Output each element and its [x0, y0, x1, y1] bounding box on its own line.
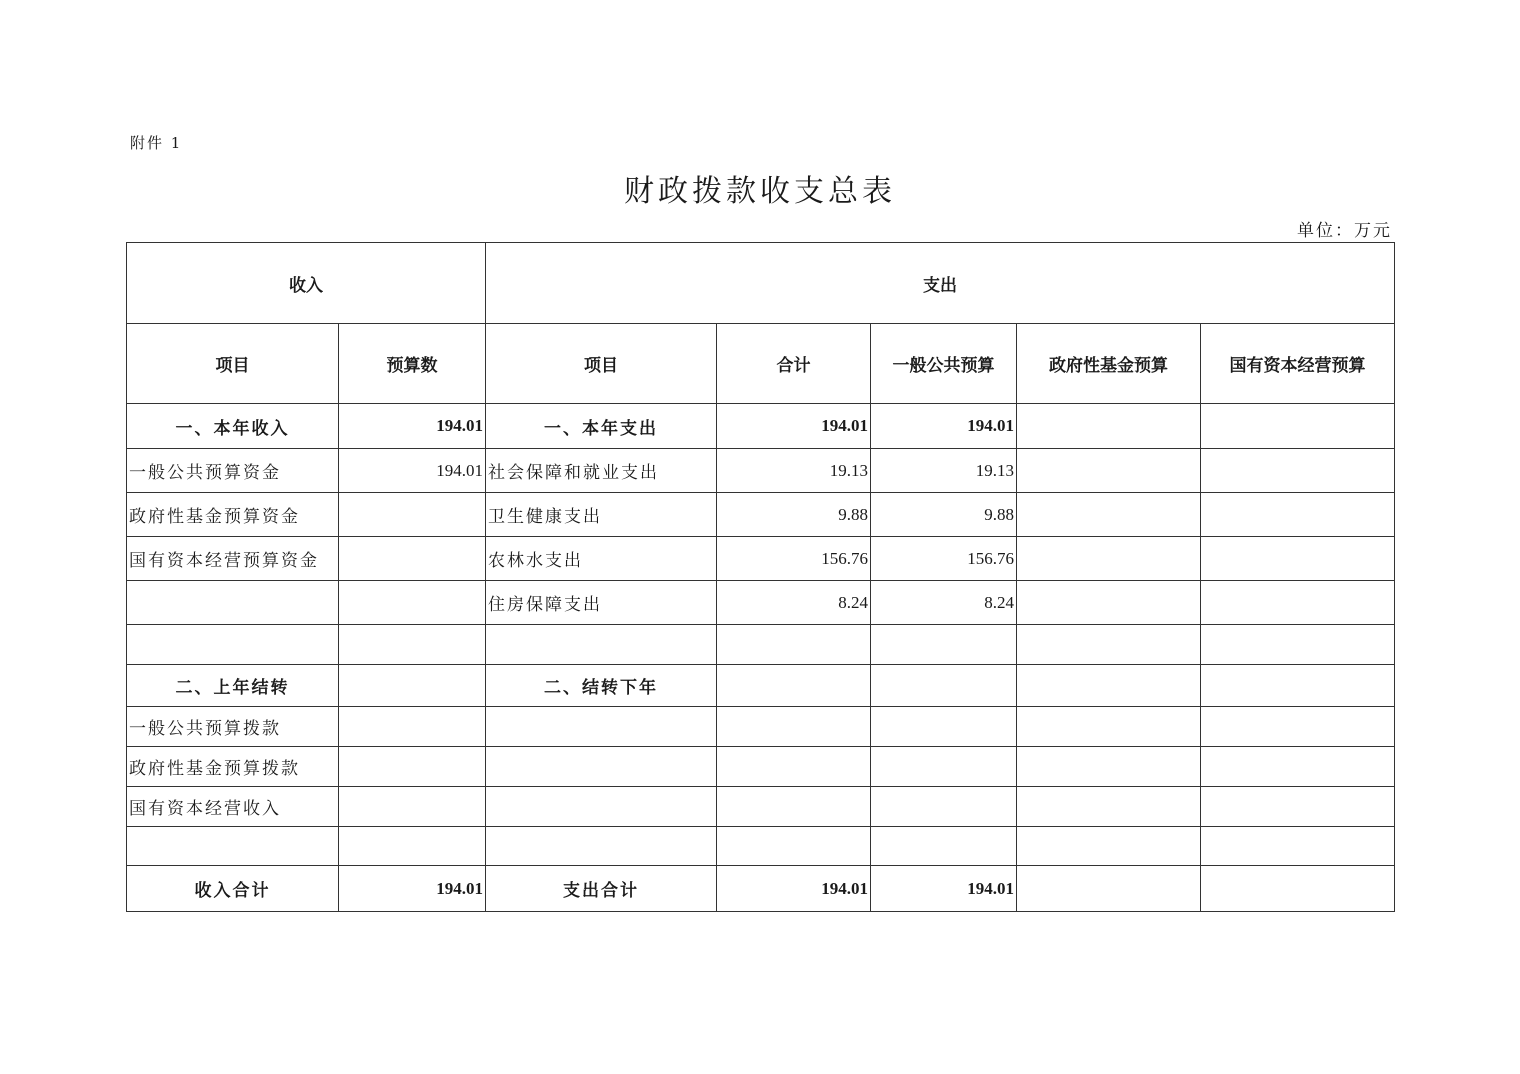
income-amount: 194.01	[339, 866, 486, 912]
expense-capital	[1201, 537, 1395, 581]
expense-item	[486, 707, 717, 747]
expense-total	[717, 665, 871, 707]
expense-fund	[1017, 581, 1201, 625]
expense-capital	[1201, 747, 1395, 787]
expense-capital	[1201, 707, 1395, 747]
income-item: 二、上年结转	[127, 665, 339, 707]
expense-total	[717, 827, 871, 866]
expense-capital	[1201, 827, 1395, 866]
expense-total: 194.01	[717, 404, 871, 449]
expense-item: 支出合计	[486, 866, 717, 912]
expense-item: 二、结转下年	[486, 665, 717, 707]
expense-item: 社会保障和就业支出	[486, 449, 717, 493]
expense-item	[486, 747, 717, 787]
expense-capital	[1201, 493, 1395, 537]
table-row	[127, 537, 1395, 581]
unit-label: 单位：万元	[1297, 221, 1392, 241]
expense-fund	[1017, 787, 1201, 827]
expense-fund	[1017, 537, 1201, 581]
income-amount	[339, 537, 486, 581]
expense-general: 194.01	[871, 866, 1017, 912]
expense-item: 住房保障支出	[486, 581, 717, 625]
table-row	[127, 827, 1395, 866]
header-row-group	[127, 243, 1395, 324]
expense-fund	[1017, 866, 1201, 912]
table-row	[127, 581, 1395, 625]
expense-general: 9.88	[871, 493, 1017, 537]
expense-capital	[1201, 665, 1395, 707]
expense-total	[717, 625, 871, 665]
expense-capital	[1201, 449, 1395, 493]
expense-general: 156.76	[871, 537, 1017, 581]
expense-capital	[1201, 866, 1395, 912]
income-amount: 194.01	[339, 449, 486, 493]
header-income: 收入	[127, 243, 486, 324]
expense-general	[871, 787, 1017, 827]
income-item: 一般公共预算拨款	[127, 707, 339, 747]
header-general-public: 一般公共预算	[871, 324, 1017, 404]
income-amount	[339, 625, 486, 665]
header-gov-fund: 政府性基金预算	[1017, 324, 1201, 404]
table-row	[127, 747, 1395, 787]
header-expense: 支出	[486, 243, 1395, 324]
expense-general	[871, 625, 1017, 665]
expense-item	[486, 827, 717, 866]
header-row-columns	[127, 324, 1395, 404]
expense-general	[871, 827, 1017, 866]
header-expense-item: 项目	[486, 324, 717, 404]
expense-general	[871, 707, 1017, 747]
expense-fund	[1017, 404, 1201, 449]
income-amount	[339, 747, 486, 787]
expense-general: 194.01	[871, 404, 1017, 449]
table-row	[127, 493, 1395, 537]
expense-capital	[1201, 581, 1395, 625]
income-item: 政府性基金预算拨款	[127, 747, 339, 787]
expense-fund	[1017, 625, 1201, 665]
expense-fund	[1017, 707, 1201, 747]
table-row	[127, 625, 1395, 665]
header-state-capital: 国有资本经营预算	[1201, 324, 1395, 404]
income-amount	[339, 827, 486, 866]
table-row	[127, 449, 1395, 493]
income-amount	[339, 707, 486, 747]
income-amount: 194.01	[339, 404, 486, 449]
income-amount	[339, 581, 486, 625]
expense-item: 一、本年支出	[486, 404, 717, 449]
income-amount	[339, 787, 486, 827]
expense-general: 8.24	[871, 581, 1017, 625]
expense-item	[486, 787, 717, 827]
header-income-budget: 预算数	[339, 324, 486, 404]
expense-fund	[1017, 665, 1201, 707]
table-row	[127, 665, 1395, 707]
expense-total	[717, 707, 871, 747]
income-amount	[339, 493, 486, 537]
income-item	[127, 625, 339, 665]
annex-label: 附件 1	[130, 134, 183, 152]
expense-total	[717, 787, 871, 827]
table-row	[127, 707, 1395, 747]
income-item: 一、本年收入	[127, 404, 339, 449]
expense-fund	[1017, 827, 1201, 866]
page-title: 财政拨款收支总表	[624, 174, 896, 209]
expense-fund	[1017, 747, 1201, 787]
expense-total	[717, 747, 871, 787]
expense-total: 19.13	[717, 449, 871, 493]
expense-item: 卫生健康支出	[486, 493, 717, 537]
expense-total: 156.76	[717, 537, 871, 581]
income-item	[127, 827, 339, 866]
expense-general	[871, 747, 1017, 787]
header-income-item: 项目	[127, 324, 339, 404]
income-item: 一般公共预算资金	[127, 449, 339, 493]
income-item: 收入合计	[127, 866, 339, 912]
income-item: 政府性基金预算资金	[127, 493, 339, 537]
table-row	[127, 404, 1395, 449]
table-row	[127, 787, 1395, 827]
income-amount	[339, 665, 486, 707]
expense-capital	[1201, 625, 1395, 665]
budget-table	[126, 242, 1395, 912]
expense-total: 9.88	[717, 493, 871, 537]
expense-capital	[1201, 404, 1395, 449]
income-item: 国有资本经营预算资金	[127, 537, 339, 581]
expense-fund	[1017, 493, 1201, 537]
header-expense-total: 合计	[717, 324, 871, 404]
expense-general	[871, 665, 1017, 707]
table-row-total	[127, 866, 1395, 912]
expense-item	[486, 625, 717, 665]
expense-fund	[1017, 449, 1201, 493]
expense-general: 19.13	[871, 449, 1017, 493]
expense-total: 8.24	[717, 581, 871, 625]
expense-item: 农林水支出	[486, 537, 717, 581]
expense-total: 194.01	[717, 866, 871, 912]
income-item	[127, 581, 339, 625]
expense-capital	[1201, 787, 1395, 827]
income-item: 国有资本经营收入	[127, 787, 339, 827]
